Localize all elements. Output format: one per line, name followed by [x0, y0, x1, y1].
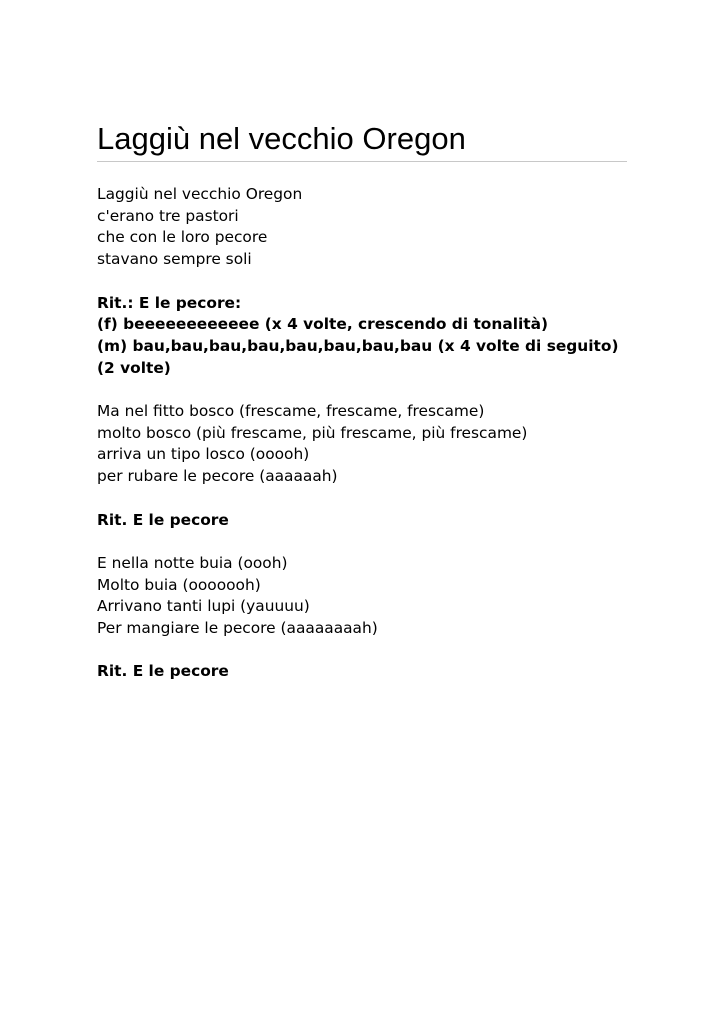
lyric-line: Per mangiare le pecore (aaaaaaaah) — [97, 619, 378, 637]
lyric-line: Molto buia (ooooooh) — [97, 575, 261, 594]
lyrics-body — [97, 184, 657, 705]
lyric-line: E nella notte buia (oooh) — [97, 553, 288, 572]
stanza-verse-2 — [97, 401, 657, 488]
lyric-line: c'erano tre pastori — [97, 206, 239, 225]
page-title: Laggiù nel vecchio Oregon — [97, 121, 466, 156]
title-divider — [97, 161, 627, 162]
stanza-verse-3 — [97, 553, 657, 640]
lyric-line: molto bosco (più frescame, più frescame, più frescame) — [97, 423, 528, 442]
chorus-line: Rit. E le pecore — [97, 510, 229, 529]
chorus-line: (2 volte) — [97, 358, 171, 377]
lyric-line: Ma nel fitto bosco (frescame, frescame, frescame) — [97, 402, 485, 420]
stanza-verse-1 — [97, 184, 657, 271]
lyric-line: per rubare le pecore (aaaaaah) — [97, 467, 338, 486]
stanza-chorus-1 — [97, 293, 657, 380]
chorus-line: Rit.: E le pecore: — [97, 293, 242, 312]
lyric-line: arriva un tipo losco (ooooh) — [97, 445, 310, 464]
stanza-chorus-3 — [97, 661, 657, 683]
chorus-line: (f) beeeeeeeeeeee (x 4 volte, crescendo di tonalità) — [97, 315, 549, 334]
lyric-line: Laggiù nel vecchio Oregon — [97, 185, 303, 203]
lyric-line: che con le loro pecore — [97, 228, 268, 247]
lyric-line: Arrivano tanti lupi (yauuuu) — [97, 597, 310, 616]
lyric-line: stavano sempre soli — [97, 250, 252, 269]
stanza-chorus-2 — [97, 510, 657, 532]
chorus-line: (m) bau,bau,bau,bau,bau,bau,bau,bau (x 4 volte di seguito) — [97, 336, 619, 355]
chorus-line: Rit. E le pecore — [97, 662, 229, 681]
